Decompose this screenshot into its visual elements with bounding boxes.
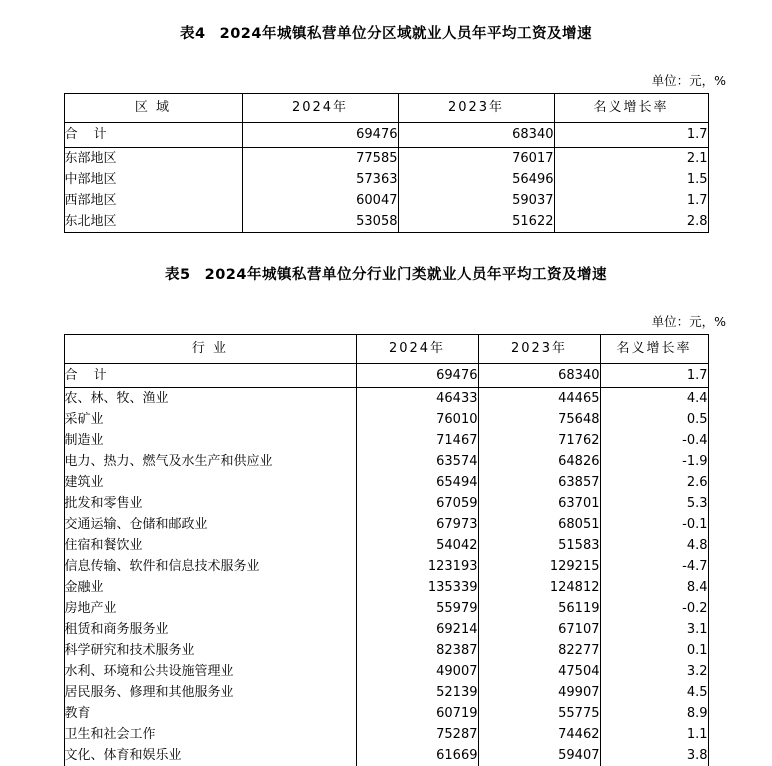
table5-header-row	[64, 335, 708, 364]
table5-row8-growth: -4.7	[600, 556, 708, 577]
table4-row1-growth: 1.5	[554, 169, 708, 190]
table4-row1-2023: 56496	[398, 169, 554, 190]
table4-row1-name: 中部地区	[64, 169, 242, 190]
table5-row6-growth: -0.1	[600, 514, 708, 535]
table5-row11-growth: 3.1	[600, 619, 708, 640]
table5-row11-2024: 69214	[356, 619, 478, 640]
table5-number: 表5	[165, 267, 191, 283]
table4-total-growth: 1.7	[554, 123, 708, 148]
table5-row5-growth: 5.3	[600, 493, 708, 514]
table5-row15-2024: 60719	[356, 703, 478, 724]
table5-row15-growth: 8.9	[600, 703, 708, 724]
table-row	[64, 388, 708, 410]
table5-row1-2023: 75648	[478, 409, 600, 430]
table-row	[64, 364, 708, 388]
table5-row13-2023: 47504	[478, 661, 600, 682]
table5-row17-2024: 61669	[356, 745, 478, 766]
table5-row0-2023: 44465	[478, 388, 600, 410]
table-row	[64, 493, 708, 514]
table5-row7-growth: 4.8	[600, 535, 708, 556]
table-row	[64, 703, 708, 724]
table5-row17-2023: 59407	[478, 745, 600, 766]
table5-row6-2023: 68051	[478, 514, 600, 535]
table5-row10-growth: -0.2	[600, 598, 708, 619]
table-row	[64, 514, 708, 535]
table-row	[64, 619, 708, 640]
table-row	[64, 577, 708, 598]
table-row	[64, 430, 708, 451]
table5-title-text: 2024年城镇私营单位分行业门类就业人员年平均工资及增速	[204, 267, 607, 283]
table5-row13-name: 水利、环境和公共设施管理业	[64, 661, 356, 682]
table5-row0-name: 农、林、牧、渔业	[64, 388, 356, 410]
table4-total-2023: 68340	[398, 123, 554, 148]
table5-row14-name: 居民服务、修理和其他服务业	[64, 682, 356, 703]
table5-row12-2023: 82277	[478, 640, 600, 661]
table5-row9-name: 金融业	[64, 577, 356, 598]
table4-col-growth: 名义增长率	[554, 94, 708, 123]
table5-row13-growth: 3.2	[600, 661, 708, 682]
table5-row2-name: 制造业	[64, 430, 356, 451]
table5-row6-name: 交通运输、仓储和邮政业	[64, 514, 356, 535]
table5-row8-name: 信息传输、软件和信息技术服务业	[64, 556, 356, 577]
table5-row9-growth: 8.4	[600, 577, 708, 598]
table5-row4-2024: 65494	[356, 472, 478, 493]
table5-row2-2024: 71467	[356, 430, 478, 451]
table5-row5-name: 批发和零售业	[64, 493, 356, 514]
table5-row15-name: 教育	[64, 703, 356, 724]
table5-row4-2023: 63857	[478, 472, 600, 493]
table4-row3-name: 东北地区	[64, 211, 242, 233]
table5-row2-growth: -0.4	[600, 430, 708, 451]
table5-row16-growth: 1.1	[600, 724, 708, 745]
table4-row2-2023: 59037	[398, 190, 554, 211]
table5-row3-growth: -1.9	[600, 451, 708, 472]
table4-row2-name: 西部地区	[64, 190, 242, 211]
table5-row4-growth: 2.6	[600, 472, 708, 493]
table5-col-2024: 2024年	[356, 335, 478, 364]
table5-row9-2024: 135339	[356, 577, 478, 598]
table5-row10-2024: 55979	[356, 598, 478, 619]
table-row	[64, 451, 708, 472]
table5-row15-2023: 55775	[478, 703, 600, 724]
table5-title	[0, 263, 772, 284]
table-row	[64, 169, 708, 190]
table4-row2-growth: 1.7	[554, 190, 708, 211]
table5-total-growth: 1.7	[600, 364, 708, 388]
table-row	[64, 409, 708, 430]
table5-row3-name: 电力、热力、燃气及水生产和供应业	[64, 451, 356, 472]
table4-row3-2023: 51622	[398, 211, 554, 233]
table4-title-text: 2024年城镇私营单位分区域就业人员年平均工资及增速	[219, 26, 592, 42]
table5-row17-name: 文化、体育和娱乐业	[64, 745, 356, 766]
table5-col-2023: 2023年	[478, 335, 600, 364]
table5-row14-growth: 4.5	[600, 682, 708, 703]
table5-col-growth: 名义增长率	[600, 335, 708, 364]
table4-row2-2024: 60047	[242, 190, 398, 211]
table4-row0-growth: 2.1	[554, 148, 708, 170]
table5-row12-growth: 0.1	[600, 640, 708, 661]
table5-row1-growth: 0.5	[600, 409, 708, 430]
table5-row16-2023: 74462	[478, 724, 600, 745]
table-row	[64, 556, 708, 577]
table5-row5-2023: 63701	[478, 493, 600, 514]
table5-row7-2024: 54042	[356, 535, 478, 556]
table5-row8-2024: 123193	[356, 556, 478, 577]
table4-unit: 单位：元，%	[651, 73, 726, 88]
table5-row4-name: 建筑业	[64, 472, 356, 493]
table5-row5-2024: 67059	[356, 493, 478, 514]
table5-row3-2024: 63574	[356, 451, 478, 472]
table5-total-2024: 69476	[356, 364, 478, 388]
table5-row14-2024: 52139	[356, 682, 478, 703]
table-row	[64, 190, 708, 211]
table4-row1-2024: 57363	[242, 169, 398, 190]
table4-col-region: 区 域	[64, 94, 242, 123]
table5-row10-name: 房地产业	[64, 598, 356, 619]
table-row	[64, 211, 708, 233]
table4-col-2024: 2024年	[242, 94, 398, 123]
table5-row17-growth: 3.8	[600, 745, 708, 766]
table5-total-2023: 68340	[478, 364, 600, 388]
table5-row1-name: 采矿业	[64, 409, 356, 430]
table4-row3-growth: 2.8	[554, 211, 708, 233]
table5-row11-name: 租赁和商务服务业	[64, 619, 356, 640]
table-row	[64, 148, 708, 170]
table5-row16-name: 卫生和社会工作	[64, 724, 356, 745]
table4-row3-2024: 53058	[242, 211, 398, 233]
table5-row10-2023: 56119	[478, 598, 600, 619]
table4-total-label: 合 计	[64, 123, 242, 148]
table-row	[64, 745, 708, 766]
table5-row2-2023: 71762	[478, 430, 600, 451]
table5-row12-2024: 82387	[356, 640, 478, 661]
table-row	[64, 472, 708, 493]
table5-row0-2024: 46433	[356, 388, 478, 410]
table5-row7-name: 住宿和餐饮业	[64, 535, 356, 556]
table4-header-row	[64, 94, 708, 123]
table5-col-industry: 行 业	[64, 335, 356, 364]
table-row	[64, 724, 708, 745]
table4-row0-name: 东部地区	[64, 148, 242, 170]
table5-row9-2023: 124812	[478, 577, 600, 598]
table5-row6-2024: 67973	[356, 514, 478, 535]
table-row	[64, 123, 708, 148]
table5-row13-2024: 49007	[356, 661, 478, 682]
table4-number: 表4	[180, 26, 206, 42]
table4-title	[0, 22, 772, 43]
table4-total-2024: 69476	[242, 123, 398, 148]
table5-row7-2023: 51583	[478, 535, 600, 556]
table-row	[64, 640, 708, 661]
table4-row0-2023: 76017	[398, 148, 554, 170]
table-row	[64, 535, 708, 556]
table5-row11-2023: 67107	[478, 619, 600, 640]
table4	[64, 93, 709, 233]
table5-row12-name: 科学研究和技术服务业	[64, 640, 356, 661]
table5-row16-2024: 75287	[356, 724, 478, 745]
table5	[64, 334, 709, 766]
table-row	[64, 682, 708, 703]
table5-row14-2023: 49907	[478, 682, 600, 703]
table5-unit: 单位：元，%	[651, 314, 726, 329]
table-row	[64, 598, 708, 619]
table5-total-label: 合 计	[64, 364, 356, 388]
table-row	[64, 661, 708, 682]
table4-col-2023: 2023年	[398, 94, 554, 123]
table5-row8-2023: 129215	[478, 556, 600, 577]
table5-row0-growth: 4.4	[600, 388, 708, 410]
table5-row1-2024: 76010	[356, 409, 478, 430]
table4-row0-2024: 77585	[242, 148, 398, 170]
table5-row3-2023: 64826	[478, 451, 600, 472]
